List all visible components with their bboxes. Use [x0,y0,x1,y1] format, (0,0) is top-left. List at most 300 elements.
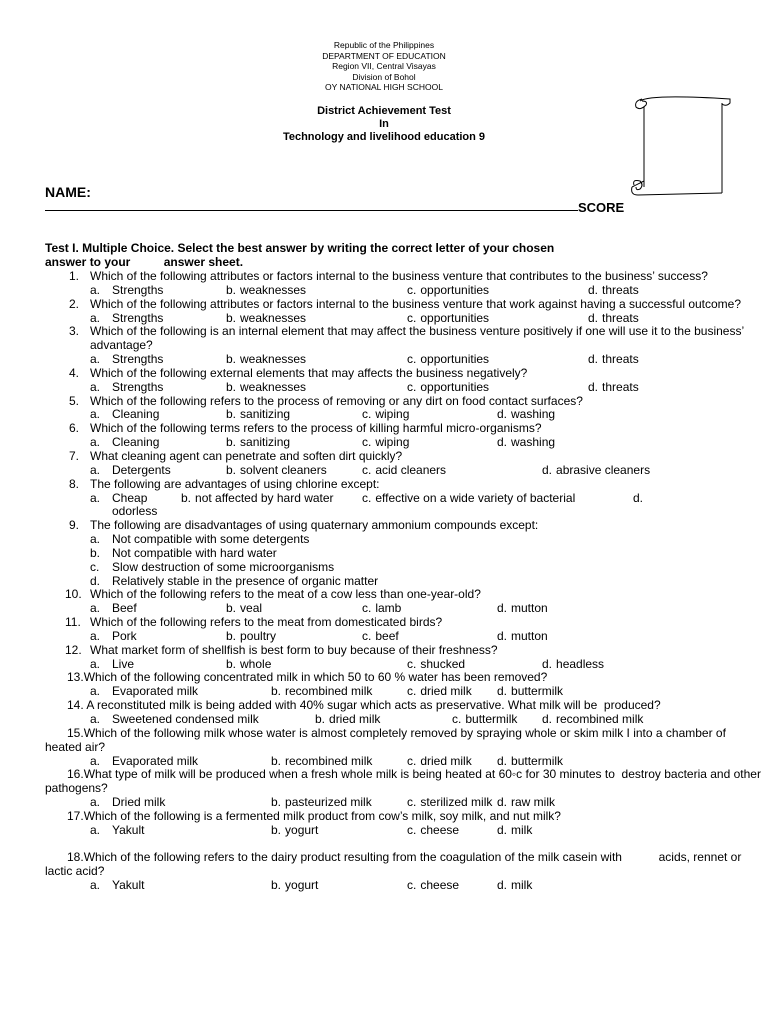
option-text: yogurt [285,878,319,893]
option-text: Strengths [112,352,164,367]
option-c[interactable] [45,561,765,575]
question-text: What cleaning agent can penetrate and soften dirt quickly? [90,448,403,463]
option-c[interactable] [407,879,459,893]
question-text: Which of the following external elements that may affects the business negatively? [90,365,528,380]
option-letter: d. [542,462,553,477]
option-text: Dried milk [112,795,166,810]
option-letter: a. [90,352,101,367]
option-d[interactable] [542,464,650,478]
option-text: washing [511,407,556,422]
option-d[interactable] [497,408,555,422]
option-a[interactable] [90,879,144,893]
options-row [45,658,765,672]
option-a[interactable] [90,658,134,672]
question-3 [45,325,765,353]
option-b[interactable] [181,492,334,506]
option-a[interactable] [90,796,165,810]
option-c[interactable] [407,755,472,769]
option-text: opportunities [420,282,490,297]
option-letter: b. [90,545,101,560]
option-letter: c. [362,462,372,477]
option-c[interactable] [452,713,517,727]
question-7 [45,450,765,464]
option-text: sanitizing [240,407,291,422]
header-line: Division of Bohol [352,71,416,82]
option-d[interactable] [542,713,643,727]
option-d[interactable] [497,685,563,699]
option-text: sterilized milk [420,795,493,810]
header-line: Republic of the Philippines [333,40,435,50]
option-letter: c. [362,601,372,616]
option-letter: b. [181,490,192,505]
option-letter: a. [90,462,101,477]
option-text: weaknesses [240,352,307,367]
question-text: The following are disadvantages of using quaternary ammonium compounds except: [90,518,539,533]
option-d[interactable] [497,879,532,893]
option-letter: a. [90,490,101,505]
question-12 [45,644,765,658]
question-text: Which of the following refers to the meat from domesticated birds? [90,615,443,630]
option-text: wiping [375,407,410,422]
option-letter: c. [407,795,417,810]
question-text: Which of the following attributes or factors internal to the business venture that work against having a successful outcome? [90,296,742,311]
option-text: opportunities [420,310,490,325]
question-number: 6. [69,421,80,436]
option-text: whole [240,656,272,671]
option-letter: b. [271,822,282,837]
option-letter: c. [407,656,417,671]
option-text: cheese [420,822,460,837]
option-letter: d. [633,490,644,505]
option-text: pasteurized milk [285,795,372,810]
option-d[interactable] [497,630,548,644]
option-letter: d. [497,878,508,893]
option-letter: c. [407,684,417,699]
options-row [45,284,765,298]
option-d[interactable] [588,381,639,395]
question-11 [45,616,765,630]
option-letter: b. [226,601,237,616]
option-letter: c. [362,628,372,643]
option-letter: a. [90,878,101,893]
option-d[interactable] [497,436,555,450]
option-letter: c. [362,490,372,505]
option-text: opportunities [420,379,490,394]
option-letter: c. [407,753,417,768]
option-text: weaknesses [240,310,307,325]
options-row [45,408,765,422]
option-d[interactable] [497,796,555,810]
option-letter: d. [588,379,599,394]
option-c[interactable] [362,630,399,644]
option-a[interactable] [90,353,163,367]
question-number: 14. [67,698,84,713]
option-c[interactable] [407,312,489,326]
option-a[interactable] [90,630,137,644]
question-number: 5. [69,393,80,408]
option-letter: a. [90,310,101,325]
option-letter: c. [407,379,417,394]
option-text: washing [511,435,556,450]
option-text: threats [602,379,639,394]
option-letter: c. [407,352,417,367]
question-number: 12. [65,642,82,657]
instruction-line-2: answer to your answer sheet. [45,255,244,269]
option-text: buttermilk [511,684,564,699]
question-number: 17. [67,808,84,823]
option-c[interactable] [362,436,409,450]
option-letter: d. [497,822,508,837]
option-text: milk [511,822,533,837]
scroll-score-box [630,95,735,205]
question-17 [45,810,765,824]
option-text: Not compatible with some detergents [112,532,310,547]
option-b[interactable] [226,284,306,298]
option-text: weaknesses [240,379,307,394]
question-18 [45,851,765,879]
option-a[interactable] [90,381,163,395]
option-letter: a. [90,712,101,726]
question-text: The following are advantages of using chlorine except: [90,476,380,491]
option-a[interactable] [90,312,163,326]
option-c[interactable] [407,824,459,838]
option-letter: a. [90,407,101,422]
option-letter: d. [588,310,599,325]
option-letter: d. [497,601,508,616]
option-letter: d. [542,712,553,726]
option-letter: c. [452,712,462,726]
question-text: What market form of shellfish is best form to buy because of their freshness? [90,642,498,657]
question-text: Which of the following terms refers to the process of killing harmful micro-organisms? [90,421,542,436]
question-text: Which of the following is an internal element that may affect the business venture positively if one will use it to the business’ advantage? [90,324,744,353]
option-letter: a. [90,684,101,699]
question-16 [45,768,765,796]
question-number: 7. [69,448,80,463]
option-text: Strengths [112,310,164,325]
option-text: Yakult [112,878,145,893]
option-a[interactable] [90,492,147,506]
option-text: shucked [420,656,466,671]
question-number: 3. [69,324,80,339]
option-letter: a. [90,601,101,616]
option-letter: c. [362,435,372,450]
option-text: mutton [511,601,548,616]
option-c[interactable] [407,353,489,367]
option-d[interactable] [588,284,639,298]
header-line: OY NATIONAL HIGH SCHOOL [325,82,443,92]
option-text: milk [511,878,533,893]
option-a[interactable] [90,824,144,838]
option-text: Sweetened condensed milk [112,712,259,726]
option-a[interactable] [90,713,259,727]
option-d[interactable] [497,755,563,769]
option-b[interactable] [271,755,372,769]
option-letter: a. [90,435,101,450]
question-10 [45,588,765,602]
question-number: 4. [69,365,80,380]
option-text: headless [556,656,605,671]
option-text: dried milk [420,684,472,699]
option-b[interactable] [226,602,262,616]
title-line-3: Technology and livelihood education 9 [282,131,486,143]
option-c[interactable] [407,685,472,699]
option-text: odorless [112,504,158,519]
option-text: acid cleaners [375,462,447,477]
question-2 [45,298,765,312]
question-number: 15. [67,725,84,740]
name-label: NAME: [45,184,91,200]
option-c[interactable] [362,408,409,422]
options-row [45,879,765,893]
option-text: mutton [511,628,548,643]
option-text: weaknesses [240,282,307,297]
option-a[interactable] [90,436,159,450]
question-14 [45,699,765,713]
option-b[interactable] [226,312,306,326]
option-c[interactable] [407,796,492,810]
option-letter: b. [226,310,237,325]
option-text: Evaporated milk [112,753,199,768]
option-letter: b. [226,628,237,643]
option-text: threats [602,282,639,297]
option-letter: a. [90,753,101,768]
option-letter: c. [407,822,417,837]
question-15 [45,727,765,755]
option-letter: b. [226,462,237,477]
options-row [45,464,765,478]
options-row [45,630,765,644]
name-line[interactable] [45,210,578,211]
option-text: veal [240,601,263,616]
option-b[interactable] [271,796,372,810]
option-letter: c. [407,878,417,893]
question-text: Which of the following is a fermented milk product from cow’s milk, soy milk, and nut milk? [83,808,561,823]
question-8 [45,478,765,492]
options-row [45,824,765,838]
option-text: solvent cleaners [240,462,327,477]
option-text: Live [112,656,135,671]
options-row [45,490,765,519]
option-b[interactable] [226,353,306,367]
option-text: not affected by hard water [195,490,334,505]
option-letter: c. [362,407,372,422]
instruction-line-1: Test I. Multiple Choice. Select the best answer by writing the correct letter of your chosen [45,241,555,255]
option-c[interactable] [407,381,489,395]
option-d[interactable] [542,658,604,672]
option-letter: b. [271,684,282,699]
option-a[interactable] [90,408,159,422]
option-letter: a. [90,795,101,810]
option-letter: d. [497,435,508,450]
option-letter: a. [90,656,101,671]
question-13 [45,671,765,685]
option-letter: d. [497,795,508,810]
option-text: Relatively stable in the presence of organic matter [112,573,379,588]
option-b[interactable] [45,547,765,561]
option-c[interactable] [407,658,465,672]
option-text: dried milk [420,753,472,768]
option-letter: d. [90,573,101,588]
option-text: threats [602,352,639,367]
option-letter: a. [90,282,101,297]
option-text: Detergents [112,462,171,477]
option-letter: d. [588,282,599,297]
question-text: Which of the following attributes or factors internal to the business venture that contributes to the business’ success? [90,269,708,283]
option-text: Not compatible with hard water [112,545,277,560]
options-row [45,685,765,699]
title-line-1: District Achievement Test [317,105,451,117]
option-text: lamb [375,601,402,616]
question-number: 1. [69,269,80,283]
option-c[interactable] [362,492,575,506]
option-a[interactable] [90,685,198,699]
options-row [45,436,765,450]
option-b[interactable] [315,713,380,727]
option-a[interactable] [90,464,171,478]
question-5 [45,395,765,409]
option-a[interactable] [45,533,765,547]
option-b[interactable] [226,658,271,672]
option-b[interactable] [226,464,327,478]
question-number: 11. [65,615,81,630]
option-letter: a. [90,822,101,837]
option-b[interactable] [226,381,306,395]
options-row [45,755,765,769]
option-text: Strengths [112,379,164,394]
question-number: 2. [69,296,80,311]
question-text: Which of the following refers to the dairy product resulting from the coagulation of the milk casein with acids, rennet or lactic acid? [45,850,745,879]
options-row [45,312,765,326]
option-text: buttermilk [465,712,518,726]
option-b[interactable] [226,436,290,450]
question-text: Which of the following concentrated milk in which 50 to 60 % water has been removed? [83,670,548,685]
option-text: Strengths [112,282,164,297]
option-d[interactable] [497,824,532,838]
question-text: A reconstituted milk is being added with 40% sugar which acts as preservative. What milk will be produced? [83,698,661,713]
option-text: threats [602,310,639,325]
option-letter: b. [226,282,237,297]
option-letter: b. [226,656,237,671]
option-text: beef [375,628,399,643]
option-letter: d. [497,753,508,768]
option-c[interactable] [362,464,446,478]
school-header [0,40,768,93]
option-text: raw milk [511,795,556,810]
question-number: 9. [69,518,80,533]
option-b[interactable] [226,630,276,644]
option-text: Yakult [112,822,145,837]
option-b[interactable] [226,408,290,422]
option-text: sanitizing [240,435,291,450]
option-letter: c. [407,310,417,325]
option-text: dried milk [329,712,381,726]
question-number: 18. [67,850,84,865]
option-letter: b. [271,795,282,810]
option-text: Cheap [112,490,148,505]
question-number: 13. [67,670,84,685]
option-letter: b. [226,379,237,394]
option-d[interactable] [588,312,639,326]
question-list [45,270,765,893]
question-number: 10. [65,587,82,602]
option-letter: b. [315,712,326,726]
question-9 [45,519,765,533]
options-row [45,713,765,727]
option-text: yogurt [285,822,319,837]
options-row [45,796,765,810]
option-letter: b. [271,753,282,768]
option-letter: b. [226,435,237,450]
option-text: buttermilk [511,753,564,768]
option-c[interactable] [362,602,401,616]
question-6 [45,422,765,436]
title-line-2: In [379,118,389,130]
option-letter: d. [542,656,553,671]
option-letter: d. [588,352,599,367]
option-text: recombined milk [285,684,373,699]
option-letter: c. [90,559,100,574]
question-number: 16. [67,767,84,782]
option-letter: b. [271,878,282,893]
options-row [45,353,765,367]
option-text: Pork [112,628,137,643]
option-d[interactable] [588,353,639,367]
option-text: Beef [112,601,137,616]
scroll-icon [630,95,735,200]
option-text: abrasive cleaners [556,462,651,477]
option-letter: c. [407,282,417,297]
header-line: Region VII, Central Visayas [332,61,436,71]
option-a[interactable] [90,284,163,298]
option-text: recombined milk [285,753,373,768]
options-row [45,602,765,616]
option-text: opportunities [420,352,490,367]
question-number: 8. [69,476,80,491]
question-text: Which of the following refers to the process of removing or any dirt on food contact surfaces? [90,393,583,408]
option-text: Cleaning [112,435,160,450]
instructions [45,241,745,269]
option-text: poultry [240,628,277,643]
option-letter: d. [497,407,508,422]
option-b[interactable] [271,824,318,838]
option-letter: b. [226,407,237,422]
option-d[interactable] [45,575,765,589]
score-label: SCORE [578,200,625,215]
option-c[interactable] [407,284,489,298]
option-b[interactable] [271,685,372,699]
option-letter: d. [497,684,508,699]
option-a[interactable] [90,755,198,769]
option-letter: a. [90,379,101,394]
option-text: cheese [420,878,460,893]
option-b[interactable] [271,879,318,893]
question-1 [45,270,765,284]
option-letter: a. [90,532,101,547]
question-4 [45,367,765,381]
option-text: wiping [375,435,410,450]
option-letter: b. [226,352,237,367]
option-d[interactable] [497,602,548,616]
header-line: DEPARTMENT OF EDUCATION [322,50,446,61]
option-a[interactable] [90,602,137,616]
option-text: recombined milk [556,712,644,726]
option-text: Evaporated milk [112,684,199,699]
option-letter: a. [90,628,101,643]
question-text: Which of the following milk whose water is almost completely removed by spraying whole or skim milk I into a chamber of heated air? [45,725,730,754]
options-row [45,381,765,395]
option-text: Slow destruction of some microorganisms [112,559,335,574]
option-letter: d. [497,628,508,643]
